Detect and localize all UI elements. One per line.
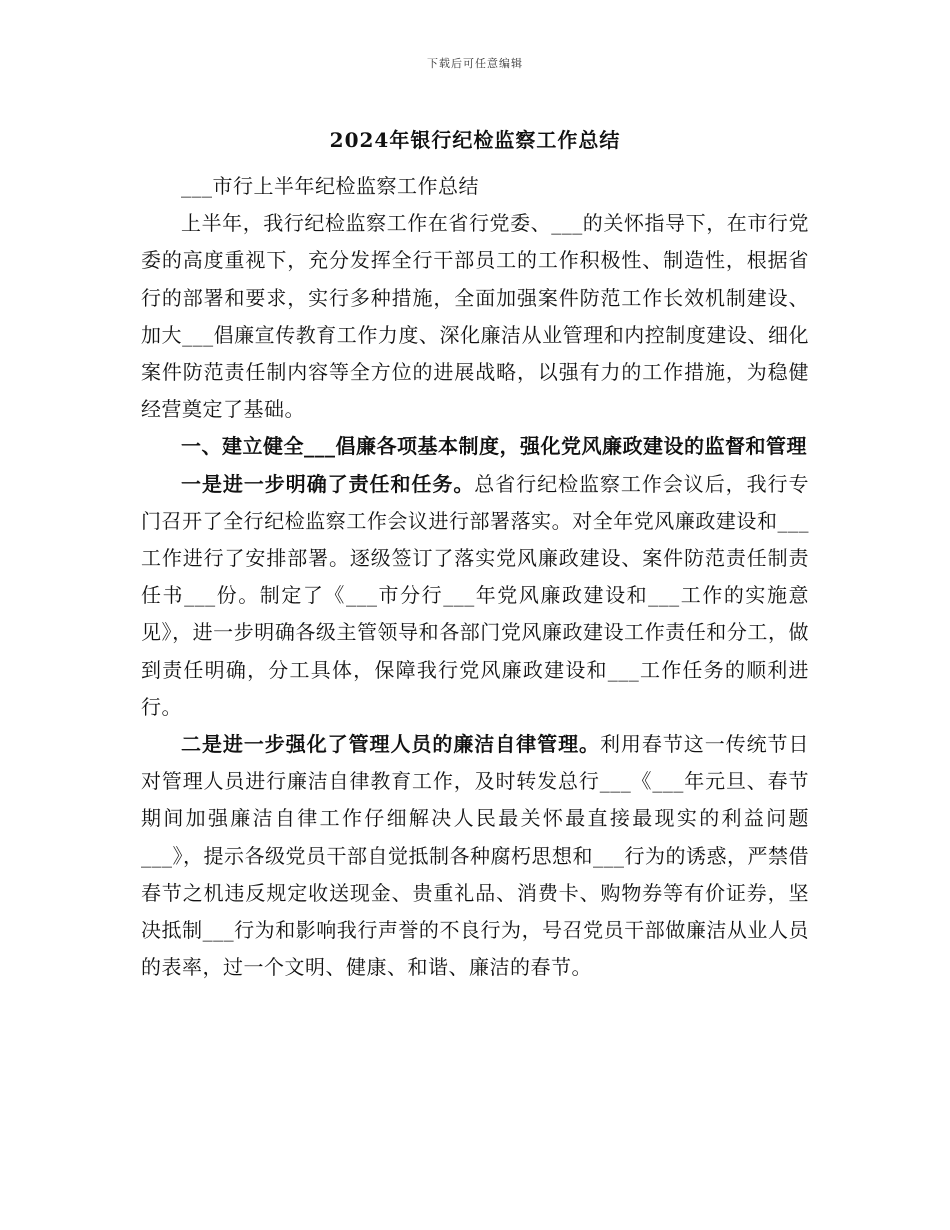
item-text-1: 总省行纪检监察工作会议后，我行专门召开了全行纪检监察工作会议进行部署落实。对全年党风廉政建设和___工作进行了安排部署。逐级签订了落实党风廉政建设、案件防范责任制责任书___份。制定了《___市分行___年党风廉政建设和___工作的实施意见》，进一步明确各级主管领导和各部门党风廉政建设工作责任和分工，做到责任明确，分工具体，保障我行党风廉政建设和___工作任务的顺利进行。 <box>141 471 810 719</box>
item-lead-1: 一是进一步明确了责任和任务。 <box>181 471 475 496</box>
section-heading-1: 一、建立健全___倡廉各项基本制度，强化党风廉政建设的监督和管理 <box>181 434 807 459</box>
item-paragraph-2 <box>141 726 809 986</box>
item-paragraph-1 <box>141 466 809 726</box>
document-body <box>141 168 809 986</box>
intro-paragraph: 上半年，我行纪检监察工作在省行党委、___的关怀指导下，在市行党委的高度重视下，充分发挥全行干部员工的工作积极性、制造性，根据省行的部署和要求，实行多种措施，全面加强案件防范工作长效机制建设、加大___倡廉宣传教育工作力度、深化廉洁从业管理和内控制度建设、细化案件防范责任制内容等全方位的进展战略，以强有力的工作措施，为稳健经营奠定了基础。 <box>141 211 809 422</box>
document-title: 2024年银行纪检监察工作总结 <box>329 128 621 152</box>
item-text-2: 利用春节这一传统节日对管理人员进行廉洁自律教育工作，及时转发总行___《___年元旦、春节期间加强廉洁自律工作仔细解决人民最关怀最直接最现实的利益问题___》，提示各级党员干部自觉抵制各种腐朽思想和___行为的诱惑，严禁借春节之机违反规定收送现金、贵重礼品、消费卡、购物券等有价证券，坚决抵制___行为和影响我行声誉的不良行为，号召党员干部做廉洁从业人员的表率，过一个文明、健康、和谐、廉洁的春节。 <box>141 732 810 980</box>
item-lead-2: 二是进一步强化了管理人员的廉洁自律管理。 <box>181 732 600 757</box>
document-subtitle: ___市行上半年纪检监察工作总结 <box>181 174 479 198</box>
header-note: 下载后可任意编辑 <box>427 57 523 70</box>
